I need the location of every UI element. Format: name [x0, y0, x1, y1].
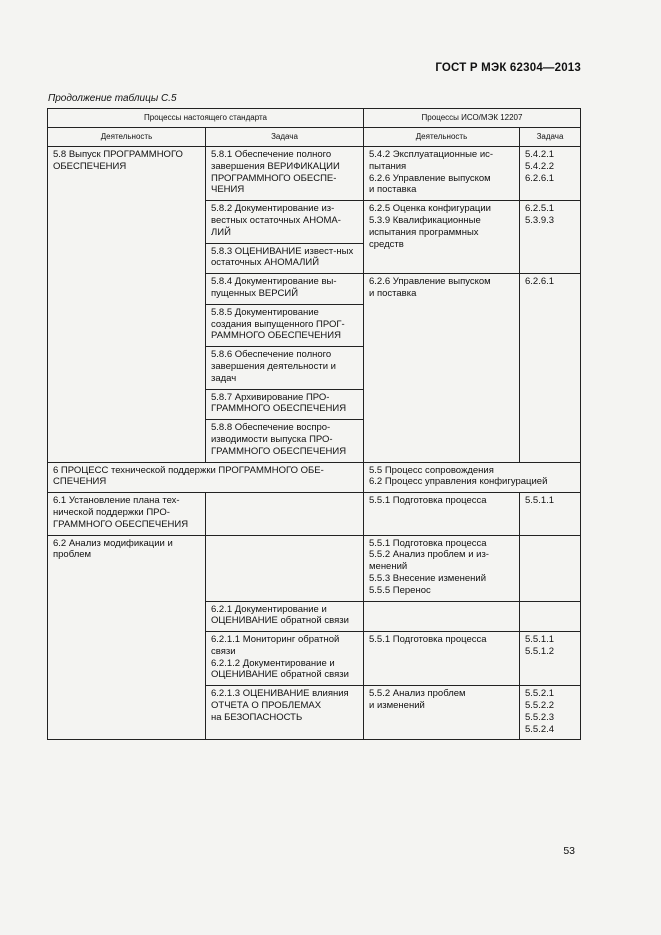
cell-line: 6.2.6.1: [525, 276, 555, 288]
cell-line: 6.2.1.2 Документирование и: [211, 657, 335, 669]
cell-line: и изменений: [369, 700, 425, 712]
task-cell: 5.8.3 ОЦЕНИВАНИЕ извест-ных остаточных АНОМАЛИЙ: [206, 243, 364, 274]
cell-line: 5.5.2.3: [525, 711, 555, 723]
process-cell: 6 ПРОЦЕСС технической поддержки ПРОГРАММНОГО ОБЕ-СПЕЧЕНИЯ: [48, 462, 364, 493]
task-cell: [206, 535, 364, 601]
cell-line: 5.5.1.1: [525, 495, 555, 507]
task-cell: 6.2.1 Документирование и ОЦЕНИВАНИЕ обратной связи: [206, 601, 364, 632]
cell-line: связи: [211, 645, 236, 657]
iso-task-cell: [520, 493, 581, 535]
table-row: [48, 493, 581, 535]
cell-line: 5.5.3 Внесение изменений: [369, 572, 487, 584]
cell-line: 5.5.1 Подготовка процесса: [369, 634, 487, 646]
cell-line: 5.5.2 Анализ проблем и из-: [369, 549, 489, 561]
task-cell: 5.8.4 Документирование вы-пущенных ВЕРСИЙ: [206, 274, 364, 305]
task-cell: [206, 632, 364, 686]
cell-line: 5.4.2 Эксплуатационные ис-: [369, 149, 494, 160]
iso-task-cell: [520, 632, 581, 686]
cell-line: ОЦЕНИВАНИЕ обратной связи: [211, 669, 349, 681]
table-row: [48, 462, 581, 493]
document-code: ГОСТ Р МЭК 62304—2013: [435, 62, 581, 74]
cell-line: ОТЧЕТА О ПРОБЛЕМАХ: [211, 700, 322, 712]
iso-task-cell: [520, 147, 581, 201]
cell-line: менений: [369, 561, 408, 573]
cell-line: 5.5.5 Перенос: [369, 584, 431, 596]
cell-line: 5.5.2.4: [525, 723, 555, 735]
cell-line: 5.5.2 Анализ проблем: [369, 688, 466, 700]
iso-activity-cell: [364, 493, 520, 535]
col-header-iso-task: Задача: [520, 128, 581, 147]
table-row: [48, 535, 581, 601]
iso-activity-cell: [364, 274, 520, 462]
iso-activity-cell: [364, 201, 520, 274]
iso-task-cell: [520, 274, 581, 462]
task-cell: [206, 493, 364, 535]
iso-activity-cell: [364, 686, 520, 740]
cell-line: 5.5.1.1: [525, 634, 555, 646]
cell-line: 6.2.6.1: [525, 172, 555, 184]
cell-line: 6.2.5 Оценка конфигурации: [369, 203, 491, 215]
cell-line: пытания: [369, 160, 407, 172]
iso-task-cell: [520, 201, 581, 274]
activity-cell: 6.2 Анализ модификации и проблем: [48, 535, 206, 740]
cell-line: 5.5.1 Подготовка процесса: [369, 537, 487, 549]
task-cell: 5.8.6 Обеспечение полного завершения деятельности и задач: [206, 347, 364, 389]
task-cell: 5.8.5 Документирование создания выпущенного ПРОГ-РАММНОГО ОБЕСПЕЧЕНИЯ: [206, 304, 364, 346]
cell-line: и поставка: [369, 184, 417, 196]
activity-cell: 6.1 Установление плана тех-нической поддержки ПРО-ГРАММНОГО ОБЕСПЕЧЕНИЯ: [48, 493, 206, 535]
cell-line: 6.2.6 Управление выпуском: [369, 172, 491, 184]
iso-task-cell: [520, 535, 581, 601]
iso-activity-cell: [364, 535, 520, 601]
mapping-table: [47, 108, 581, 740]
task-cell: 5.8.2 Документирование из-вестных остаточных АНОМА-ЛИЙ: [206, 201, 364, 243]
task-cell: 5.8.8 Обеспечение воспро-изводимости выпуска ПРО-ГРАММНОГО ОБЕСПЕЧЕНИЯ: [206, 420, 364, 462]
cell-line: 6.2.1.3 ОЦЕНИВАНИЕ влияния: [211, 688, 349, 700]
cell-line: 5.5.2.1: [525, 688, 555, 700]
task-cell: 5.8.7 Архивирование ПРО-ГРАММНОГО ОБЕСПЕЧЕНИЯ: [206, 389, 364, 420]
iso-task-cell: [520, 601, 581, 632]
cell-line: 6.2.1.1 Мониторинг обратной: [211, 634, 340, 646]
iso-task-cell: [520, 686, 581, 740]
cell-line: средств: [369, 238, 404, 250]
col-header-task: Задача: [206, 128, 364, 147]
iso-activity-cell: [364, 601, 520, 632]
cell-line: 5.4.2.1: [525, 149, 555, 160]
cell-line: 5.3.9.3: [525, 214, 555, 226]
cell-line: 6.2.6 Управление выпуском: [369, 276, 491, 288]
cell-line: испытания программных: [369, 226, 479, 238]
table-caption: Продолжение таблицы С.5: [48, 93, 177, 104]
cell-line: 5.5 Процесс сопровождения: [369, 464, 494, 476]
group-header-iso: Процессы ИСО/МЭК 12207: [364, 109, 581, 128]
cell-line: 6.2.5.1: [525, 203, 555, 215]
activity-cell: 5.8 Выпуск ПРОГРАММНОГО ОБЕСПЕЧЕНИЯ: [48, 147, 206, 463]
group-header-standard: Процессы настоящего стандарта: [48, 109, 364, 128]
cell-line: 5.5.1 Подготовка процесса: [369, 495, 487, 507]
cell-line: 5.5.2.2: [525, 700, 555, 712]
col-header-activity: Деятельность: [48, 128, 206, 147]
page-number: 53: [563, 845, 575, 857]
iso-activity-cell: [364, 147, 520, 201]
group-header-row: [48, 109, 581, 128]
cell-line: 5.5.1.2: [525, 645, 555, 657]
column-header-row: [48, 128, 581, 147]
cell-line: на БЕЗОПАСНОСТЬ: [211, 711, 303, 723]
task-cell: 5.8.1 Обеспечение полного завершения ВЕРИФИКАЦИИ ПРОГРАММНОГО ОБЕСПЕ-ЧЕНИЯ: [206, 147, 364, 201]
cell-line: 5.3.9 Квалификационные: [369, 214, 481, 226]
col-header-iso-activity: Деятельность: [364, 128, 520, 147]
cell-line: 5.4.2.2: [525, 160, 555, 172]
iso-process-cell: [364, 462, 581, 493]
table-row: [48, 147, 581, 201]
cell-line: и поставка: [369, 287, 417, 299]
cell-line: 6.2 Процесс управления конфигурацией: [369, 476, 548, 488]
iso-activity-cell: [364, 632, 520, 686]
task-cell: [206, 686, 364, 740]
